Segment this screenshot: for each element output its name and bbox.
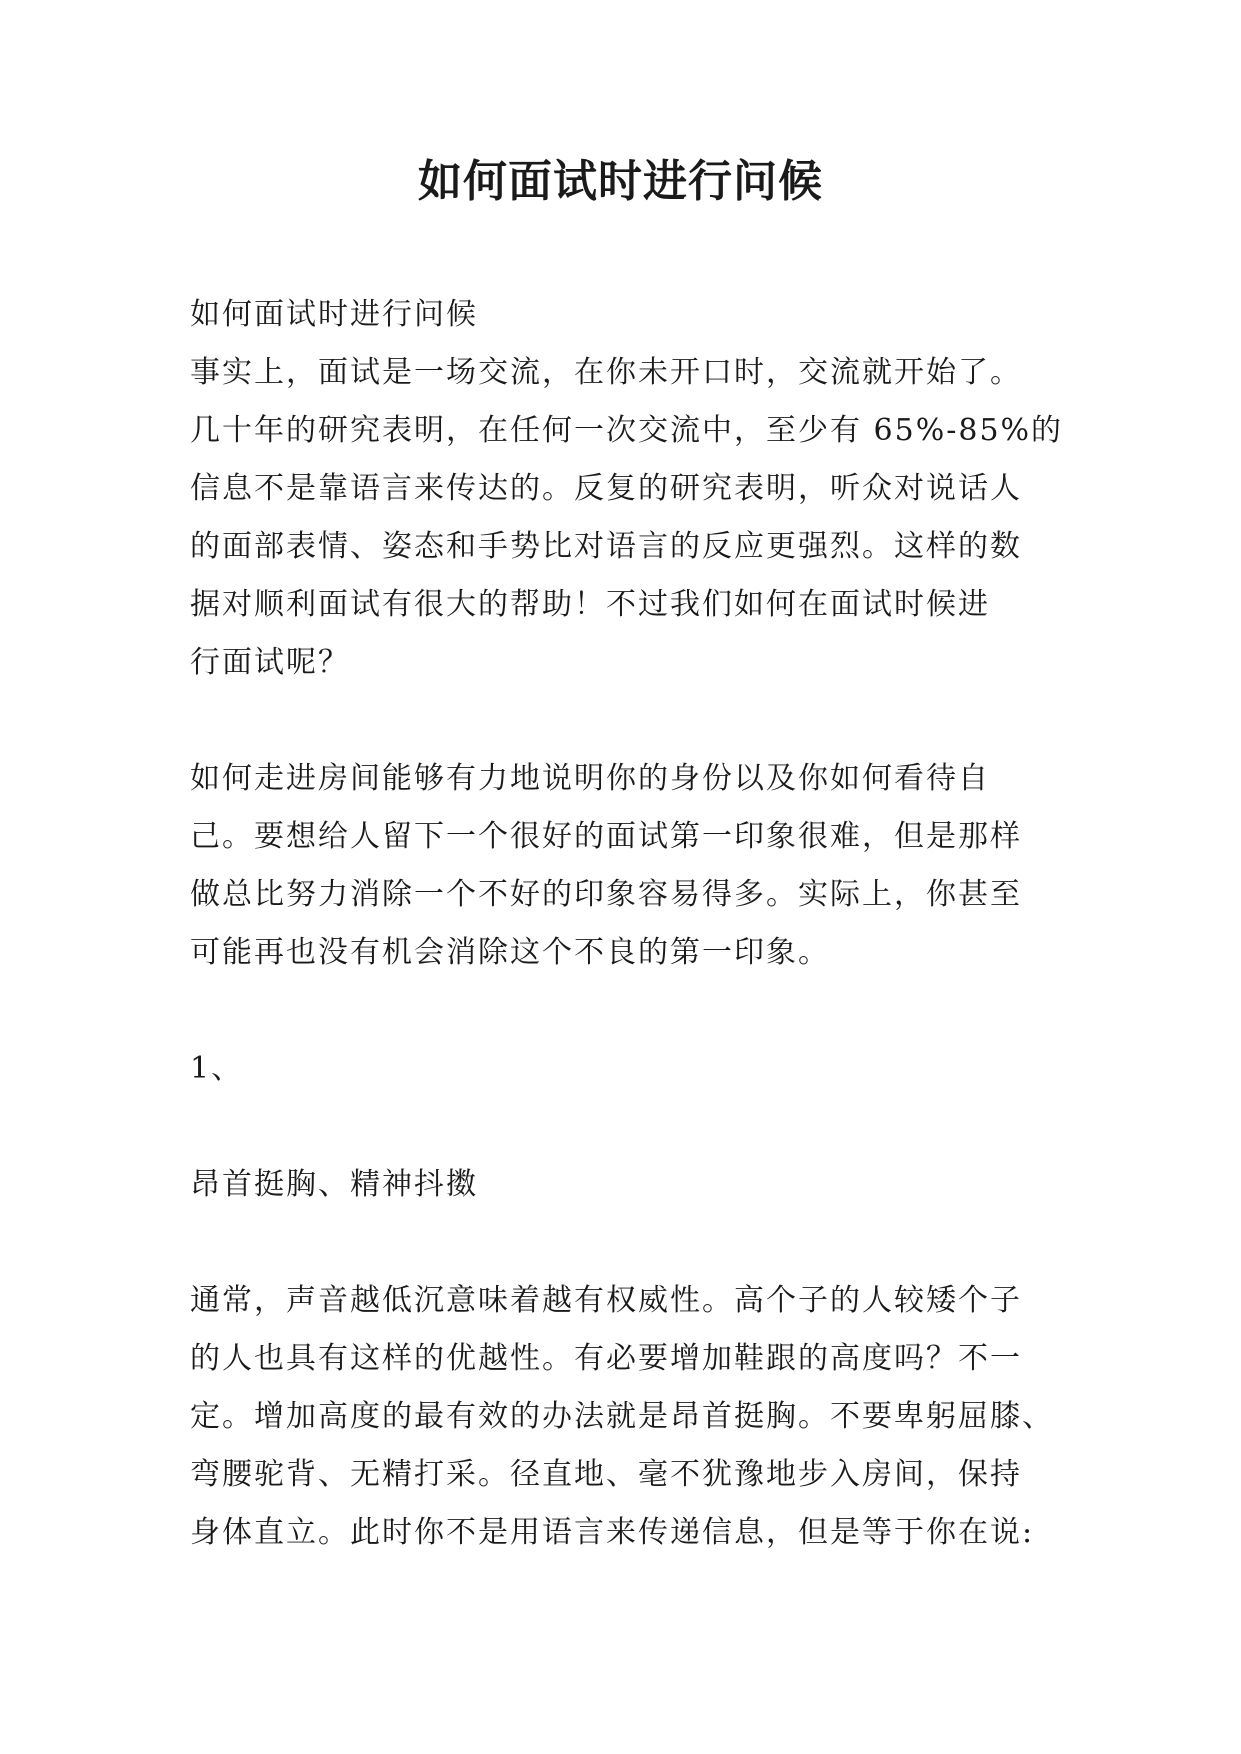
paragraph-spacer bbox=[190, 982, 1070, 1040]
paragraph-spacer bbox=[190, 1214, 1070, 1272]
document-title: 如何面试时进行问候 bbox=[418, 156, 823, 207]
section-heading: 昂首挺胸、精神抖擞 bbox=[190, 1167, 478, 1202]
paragraph-intro: 事实上，面试是一场交流，在你未开口时，交流就开始了。 几十年的研究表明，在任何一次交流中，至少有 65%-85%的 信息不是靠语言来传达的。反复的研究表明，听众对说话人 的面部表情、姿态和手势比对语言的反应更强烈。这样的数 据对顺利面试有很大的帮助！不过我们如何在面试时候进 行面试呢？ bbox=[190, 355, 1064, 680]
paragraph-entering-room: 如何走进房间能够有力地说明你的身份以及你如何看待自 己。要想给人留下一个很好的面试第一印象很难，但是那样 做总比努力消除一个不好的印象容易得多。实际上，你甚至 可能再也没有机会消除这个不良的第一印象。 bbox=[190, 761, 1022, 970]
paragraph-posture: 通常，声音越低沉意味着越有权威性。高个子的人较矮个子 的人也具有这样的优越性。有必要增加鞋跟的高度吗？不一 定。增加高度的最有效的办法就是昂首挺胸。不要卑躬屈膝、 弯腰驼背、无精打采。径直地、毫不犹豫地步入房间，保持 身体直立。此时你不是用语言来传递信息，但是等于你在说: bbox=[190, 1283, 1054, 1550]
paragraph-spacer bbox=[190, 1098, 1070, 1156]
document-body bbox=[190, 286, 1070, 1562]
section-number: 1、 bbox=[190, 1051, 244, 1086]
paragraph-subtitle: 如何面试时进行问候 bbox=[190, 297, 478, 332]
paragraph-spacer bbox=[190, 692, 1070, 750]
